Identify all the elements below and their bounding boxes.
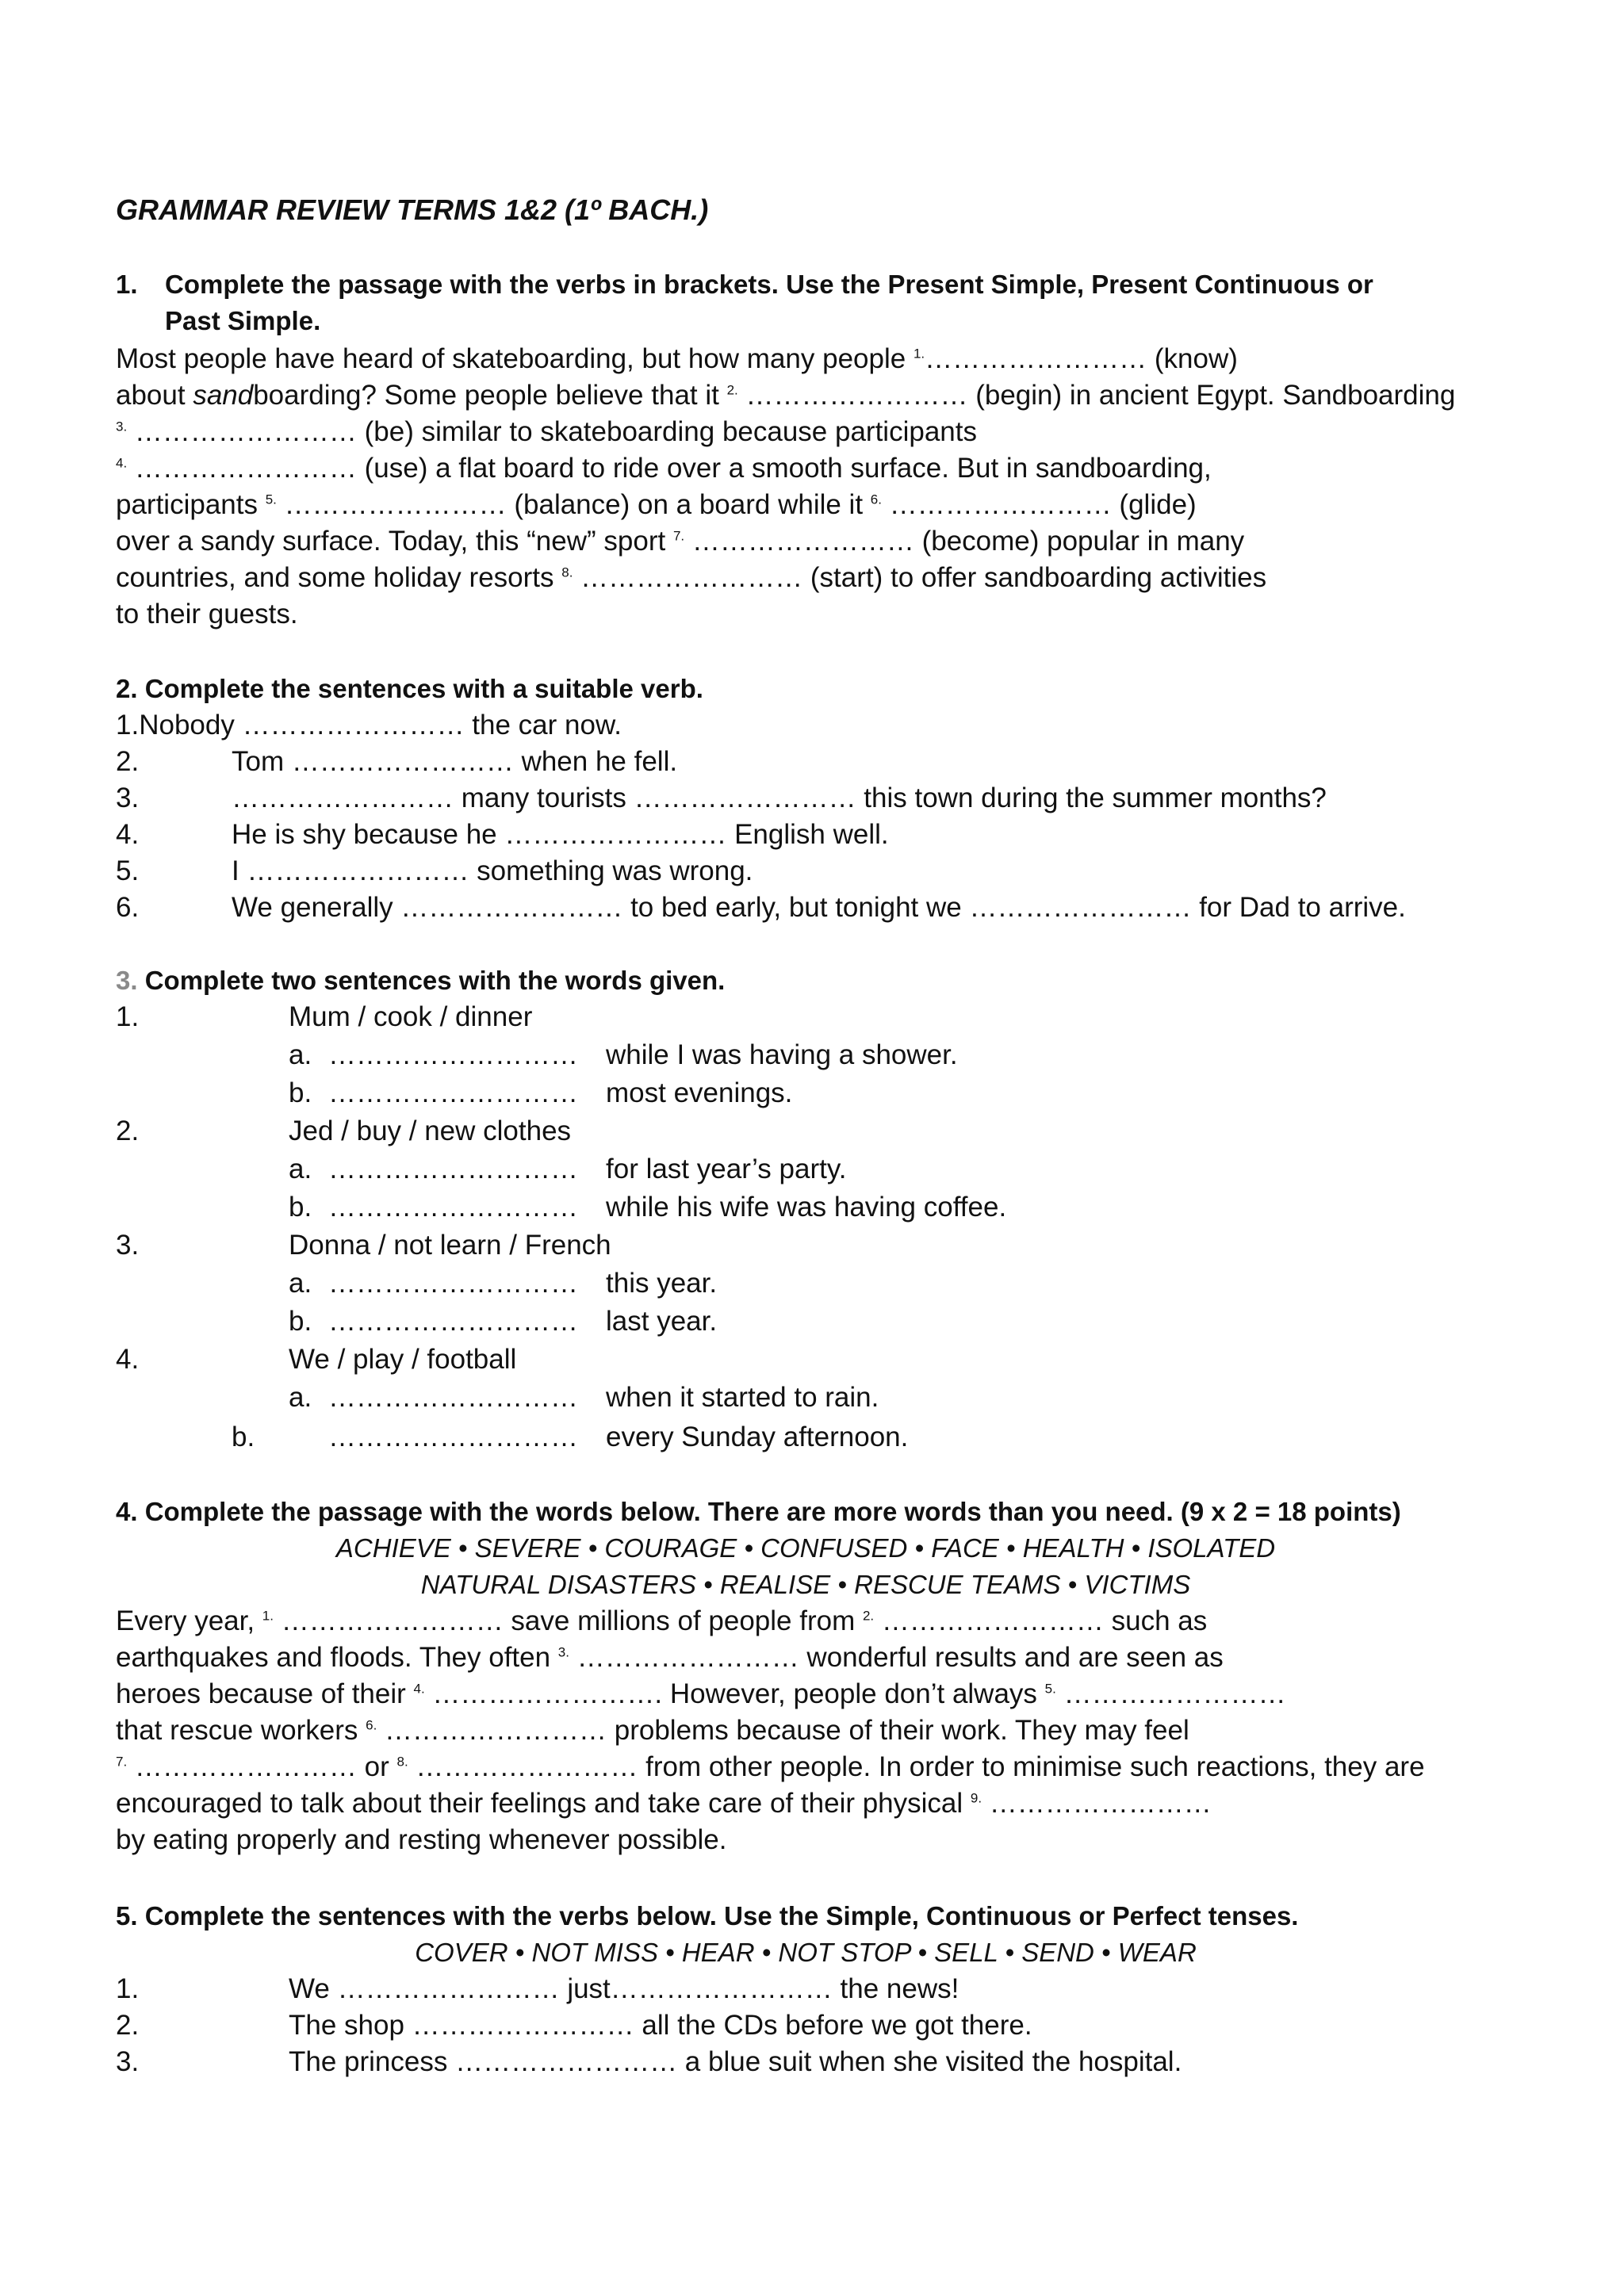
- ex1-passage-line-1: Most people have heard of skateboarding, but how many people $^{1.}$…………………… (know): [116, 343, 1238, 374]
- ex4-passage-line-4: that rescue workers $^{6.}$ …………………… problems because of their work. They may feel: [116, 1715, 1189, 1746]
- ex4-word-bank-line2: NATURAL DISASTERS • REALISE • RESCUE TEAMS • VICTIMS: [420, 1570, 1191, 1599]
- ex4-passage-line-6: encouraged to talk about their feelings and take care of their physical $^{9.}$ ……………………: [116, 1788, 1212, 1819]
- ex1-instruction-line2: Past Simple.: [165, 306, 321, 335]
- ex1-passage-line-5: participants $^{5.}$ …………………… (balance) on a board while it $^{6.}$ …………………… (glide): [116, 489, 1197, 520]
- ex1-passage-line-2: about sandboarding? Some people believe that it $^{2.}$ …………………… (begin) in ancient Egypt. Sandboarding: [116, 380, 1456, 411]
- ex4-instruction: 4. Complete the passage with the words below. There are more words than you need. (9 x 2 = 18 points): [116, 1497, 1401, 1526]
- ex1-instruction-line1: Complete the passage with the verbs in brackets. Use the Present Simple, Present Continuous or: [165, 270, 1373, 299]
- ex3-instruction: 3. Complete two sentences with the words given.: [116, 966, 726, 995]
- ex3-number: 3.: [116, 966, 138, 995]
- ex1-passage-line-8: to their guests.: [116, 599, 298, 629]
- ex1-passage-line-3: $^{3.}$ …………………… (be) similar to skateboarding because participants: [116, 416, 977, 447]
- ex4-passage-line-3: heroes because of their $^{4.}$ ……………………. However, people don’t always $^{5.}$ ……………………: [116, 1678, 1286, 1709]
- ex1-passage-line-6: over a sandy surface. Today, this “new” sport $^{7.}$ …………………… (become) popular in many: [116, 526, 1245, 557]
- ex1-passage-line-7: countries, and some holiday resorts $^{8.}$ …………………… (start) to offer sandboarding activities: [116, 562, 1267, 593]
- ex4-passage-line-1: Every year, $^{1.}$ …………………… save millions of people from $^{2.}$ …………………… such as: [116, 1605, 1208, 1636]
- ex4-passage-line-5: $^{7.}$ …………………… or $^{8.}$ …………………… from other people. In order to minimise such reactions, they are: [116, 1751, 1425, 1782]
- ex4-word-bank-line1: ACHIEVE • SEVERE • COURAGE • CONFUSED • FACE • HEALTH • ISOLATED: [335, 1533, 1276, 1563]
- ex2-item-1: 1.Nobody …………………… the car now.: [116, 710, 622, 740]
- ex1-passage-line-4: $^{4.}$ …………………… (use) a flat board to ride over a smooth surface. But in sandboarding,: [116, 453, 1212, 484]
- ex5-word-bank: COVER • NOT MISS • HEAR • NOT STOP • SELL • SEND • WEAR: [415, 1938, 1197, 1967]
- page-title: GRAMMAR REVIEW TERMS 1&2 (1º BACH.): [116, 193, 709, 226]
- ex2-instruction: 2. Complete the sentences with a suitable verb.: [116, 674, 703, 703]
- ex4-passage-line-2: earthquakes and floods. They often $^{3.}$ …………………… wonderful results and are seen as: [116, 1642, 1224, 1673]
- ex1-number: 1.: [116, 270, 138, 299]
- ex4-passage-line-7: by eating properly and resting whenever possible.: [116, 1824, 727, 1855]
- ex5-instruction: 5. Complete the sentences with the verbs below. Use the Simple, Continuous or Perfect tenses.: [116, 1901, 1299, 1931]
